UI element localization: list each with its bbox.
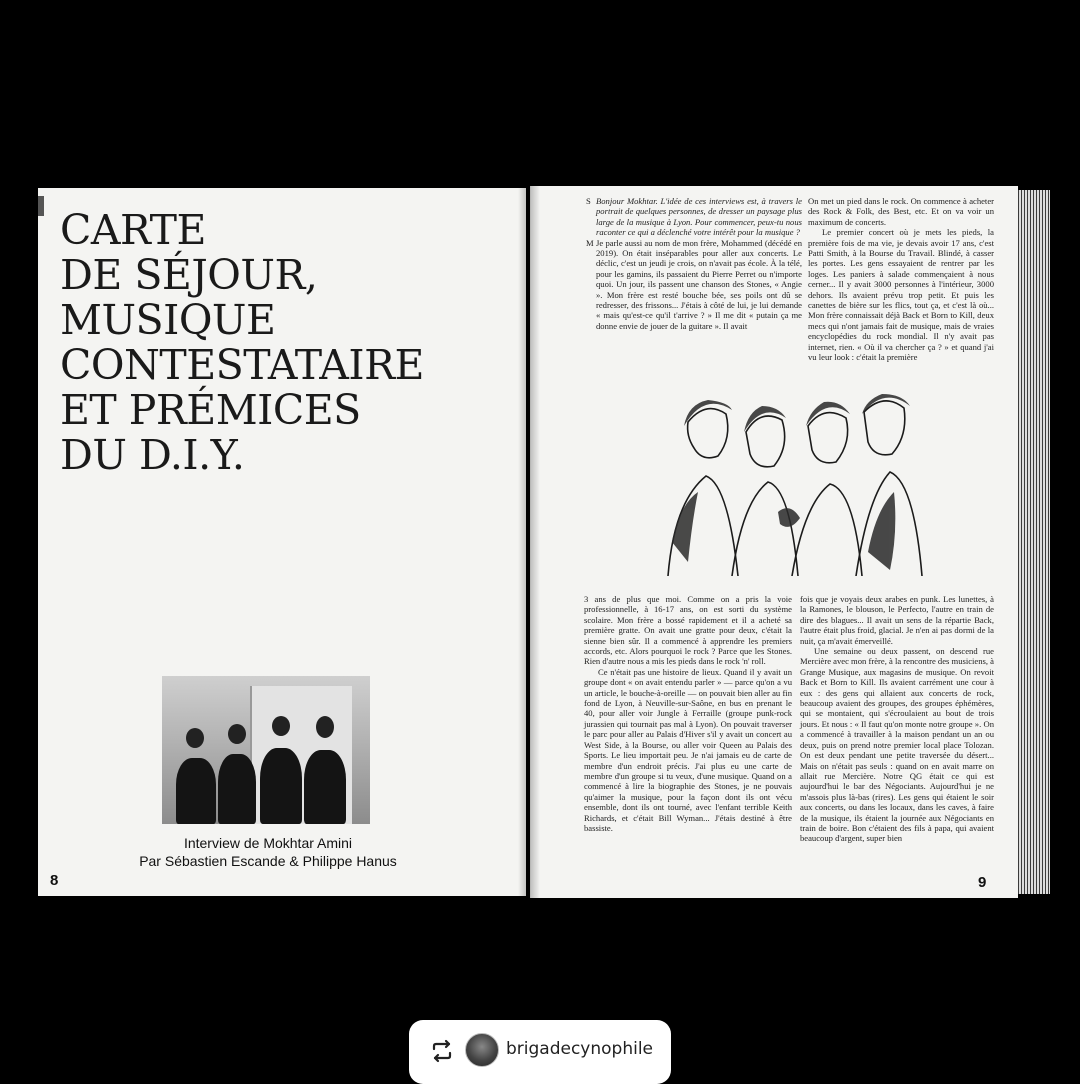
speaker-label-m: M	[586, 237, 594, 248]
interview-question: Bonjour Mokhtar. L'idée de ces interviews est, à travers le portrait de quelques personnes, de dresser un paysage plus large de la musique à Lyon. Pour commencer, peux-tu nous raconter ce qui a déclenché votre intérêt pour la musique ?	[596, 196, 802, 238]
question-block	[586, 196, 802, 238]
column-bottom-left	[584, 594, 792, 833]
face-sketch	[688, 409, 728, 458]
interview-credit: Interview de Mokhtar Amini	[183, 835, 353, 851]
title-line: CONTESTATAIRE	[60, 341, 424, 389]
photo-person	[304, 750, 346, 824]
paragraph: On met un pied dans le rock. On commence à acheter des Rock & Folk, des Best, etc. Et on va voir un maximum de concerts.	[808, 196, 994, 227]
band-photo	[162, 676, 370, 824]
repost-badge[interactable]	[409, 1020, 671, 1084]
hair-ink	[806, 402, 850, 426]
paragraph: Une semaine ou deux passent, on descend rue Mercière avec mon frère, à la rencontre des musiciens, à Grange Musique, aux magasins de musique. On revoit Back et Born to Kill. Ils avaient carrément une cour à eux : des gens qui allaient aux concerts de rock, beaucoup avaient des groupes, des groupes éphémères, qui se montaient, qui s'écroulaient au bout de trois jours. Et nous : « Il faut qu'on monte notre groupe ». On a commencé à travailler à la maison pendant un an ou deux, puis on prend notre premier local place Tolozan. On est deux pendant une petite traversée du désert... Mais on n'était pas seuls : quand on en avait marre on allait rue Mercière. Notre QG était ce qui est aujourd'hui le bar des Négociants. Aujourd'hui je ne m'assois plus là-bas (rires). Les gens qui étaient le soir aux concerts, ou dans les locaux, dans les caves, à faire de la musique, ils étaient la journée aux Négociants en train de boire. Bon c'étaient des fils à papa, qui avaient beaucoup d'argent, super bien	[800, 646, 994, 844]
left-page	[38, 188, 526, 896]
right-page	[530, 186, 1018, 898]
column-top-right	[808, 196, 994, 363]
speaker-label-s: S	[586, 196, 591, 206]
title-line: ET PRÉMICES	[60, 386, 361, 434]
photo-head	[228, 724, 246, 744]
photo-head	[316, 716, 334, 738]
column-bottom-right	[800, 594, 994, 844]
band-illustration	[658, 392, 926, 576]
article-title	[60, 208, 500, 478]
title-line: DU D.I.Y.	[60, 431, 245, 479]
body-sketch	[792, 484, 862, 576]
title-line: MUSIQUE	[60, 296, 276, 344]
magazine-spread	[38, 186, 1050, 898]
column-top-left	[586, 196, 802, 331]
article-credits	[98, 834, 438, 870]
photo-person	[176, 758, 216, 824]
face-sketch	[746, 416, 785, 467]
paragraph: 3 ans de plus que moi. Comme on a pris la voie professionnelle, à 16-17 ans, on est sorti du système scolaire. Mon frère a bossé rapidement et il a acheté sa première gratte. On avait une gratte pour deux, c'était la sienne bien sûr. Il a commencé à apprendre les premiers accords, etc. Alors pourquoi le rock ? Parce que les Stones. Rien d'autre nous a mis les pieds dans le rock 'n' roll.	[584, 594, 792, 667]
account-handle[interactable]: brigadecynophile	[506, 1039, 654, 1059]
avatar[interactable]	[465, 1033, 499, 1067]
photo-head	[186, 728, 204, 748]
title-line: CARTE	[60, 206, 206, 254]
page-edges	[1018, 190, 1050, 894]
photo-person	[260, 748, 302, 824]
paragraph: Ce n'était pas une histoire de lieux. Quand il y avait un groupe dont « on avait entendu parler » — parce qu'on a vu un article, le bouche-à-oreille — on pouvait bien aller au fin fond de Lyon, à Neuville-sur-Saône, en bus en prenant le 40, pour aller voir Jungle à Ferraille (groupe punk-rock jurassien qui tournait pas mal à Lyon). On pouvait traverser le parc pour aller au Palais d'Hiver s'il y avait un concert au West Side, à la Bourse, ou aller voir Queen au Palais des Sports. Le lieu importait peu. Je n'ai jamais eu de carte de membre d'un endroit précis. J'ai plus eu une carte de membre d'un groupe si tu veux, d'une musique. Quand on a commencé à lire la biographie des Stones, je ne pouvais qu'aimer la musique, pour la façon dont ils ont vécu ensemble, dont ils ont tourné, avec l'enfant terrible Keith Richards, et c'était Bill Wyman... J'étais destiné à être bassiste.	[584, 666, 792, 833]
title-line: DE SÉJOUR,	[60, 251, 318, 299]
page-tab-marker	[38, 196, 44, 216]
hair-ink	[862, 394, 910, 414]
photo-head	[272, 716, 290, 736]
interview-answer: Je parle aussi au nom de mon frère, Mohammed (décédé en 2019). On était inséparables pour aller aux concerts. Le déclic, c'est un jeudi je crois, on n'avait pas école. À la télé, pour les gamins, ils passaient du Pierre Perret ou n'importe quoi. Un jour, ils passent une chanson des Stones, « Angie ». Mon frère est resté bouche bée, ses poils ont dû se redresser, des frissons... J'étais à côté de lui, je lui demande « mais qu'est-ce qu'il t'arrive ? » Il me dit « putain ça me donne envie de jouer de la guitare ». Il avait	[596, 237, 802, 331]
repost-icon	[429, 1038, 455, 1064]
hand-ink	[778, 508, 800, 527]
answer-block	[586, 237, 802, 332]
face-sketch	[864, 401, 905, 455]
paragraph: Le premier concert où je mets les pieds, la première fois de ma vie, je devais avoir 17 ans, c'est Patti Smith, à la Bourse du Travail. Blindé, à casser les portes. Les gens essayaient de rentrer par les loges. Les paniers à salade commençaient à nous cerner... Il y avait 3000 personnes à l'intérieur, 3000 dehors. Ils avaient prévu trop petit. Et puis les canettes de bière sur les flics, tout ça, et c'est là où... Mon frère connaissait déjà Back et Born to Kill, deux mecs qui n'ont jamais fait de musique, mais de vraies encyclopédies du rock mondial. Il n'y avait pas internet, rien. « Où il va chercher ça ? » et quand j'ai vu leur look : c'était la première	[808, 227, 994, 363]
paragraph: fois que je voyais deux arabes en punk. Les lunettes, à la Ramones, le blouson, le Perfecto, l'autre en train de dire des blagues... Il avait un sens de la répartie Back, l'autre était plus froid, glacial. Je n'en ai pas dormi de la nuit, ça m'avait émerveillé.	[800, 594, 994, 646]
body-sketch	[732, 482, 798, 576]
author-credit: Par Sébastien Escande & Philippe Hanus	[139, 853, 397, 869]
page-number-left: 8	[50, 872, 59, 889]
photo-person	[218, 754, 256, 824]
face-sketch	[808, 413, 848, 463]
book-gutter	[518, 186, 540, 898]
page-number-right: 9	[978, 874, 987, 891]
